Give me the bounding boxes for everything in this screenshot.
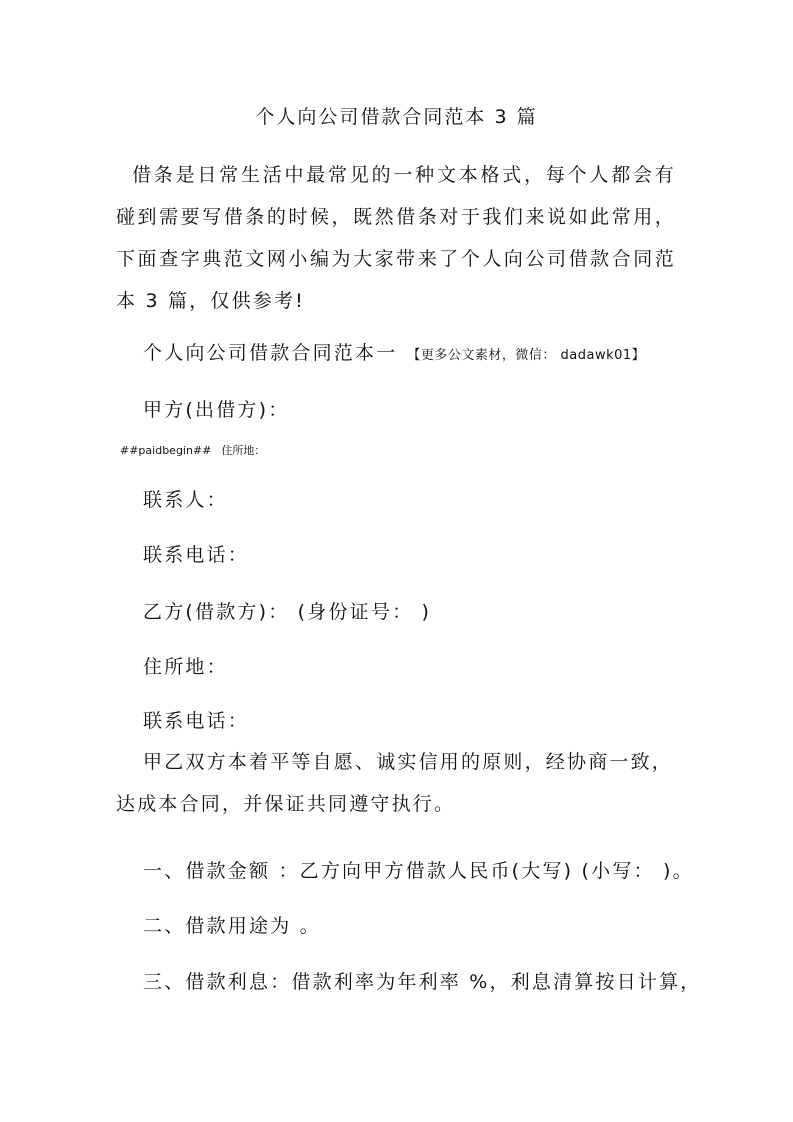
paid-marker-line [120, 442, 265, 460]
intro-paragraph: 借条是日常生活中最常见的一种文本格式，每个人都会有碰到需要写借条的时候，既然借条对于我们来说如此常用，下面查字典范文网小编为大家带来了个人向公司借款合同范本 3 篇，仅供参考! [116, 164, 676, 312]
paid-marker: ##paidbegin## [120, 444, 212, 457]
party-a-address: 住所地： [221, 444, 266, 457]
section-heading: 个人向公司借款合同范本一 [143, 342, 398, 364]
clause-3-line: 三、借款利息：借款利率为年利率 %，利息清算按日计算， [143, 971, 702, 993]
party-b-line: 乙方(借款方)： (身份证号： ) [143, 601, 432, 623]
contact-person-line: 联系人： [143, 489, 228, 511]
document-title: 个人向公司借款合同范本 3 篇 [255, 106, 538, 128]
party-a-line: 甲方(出借方)： [143, 399, 290, 421]
party-b-address-line: 住所地： [143, 656, 228, 678]
section-note: 【更多公文素材，微信： dadawk01】 [407, 348, 646, 363]
contact-phone-a-line: 联系电话： [143, 544, 250, 566]
contact-phone-b-line: 联系电话： [143, 710, 250, 732]
agreement-paragraph: 甲乙双方本着平等自愿、诚实信用的原则，经协商一致，达成本合同，并保证共同遵守执行。 [116, 751, 674, 815]
clause-2-line: 二、借款用途为 。 [143, 915, 321, 937]
section-heading-row [143, 339, 673, 370]
clause-1-line: 一、借款金额 ：乙方向甲方借款人民币(大写) (小写： )。 [143, 860, 694, 882]
